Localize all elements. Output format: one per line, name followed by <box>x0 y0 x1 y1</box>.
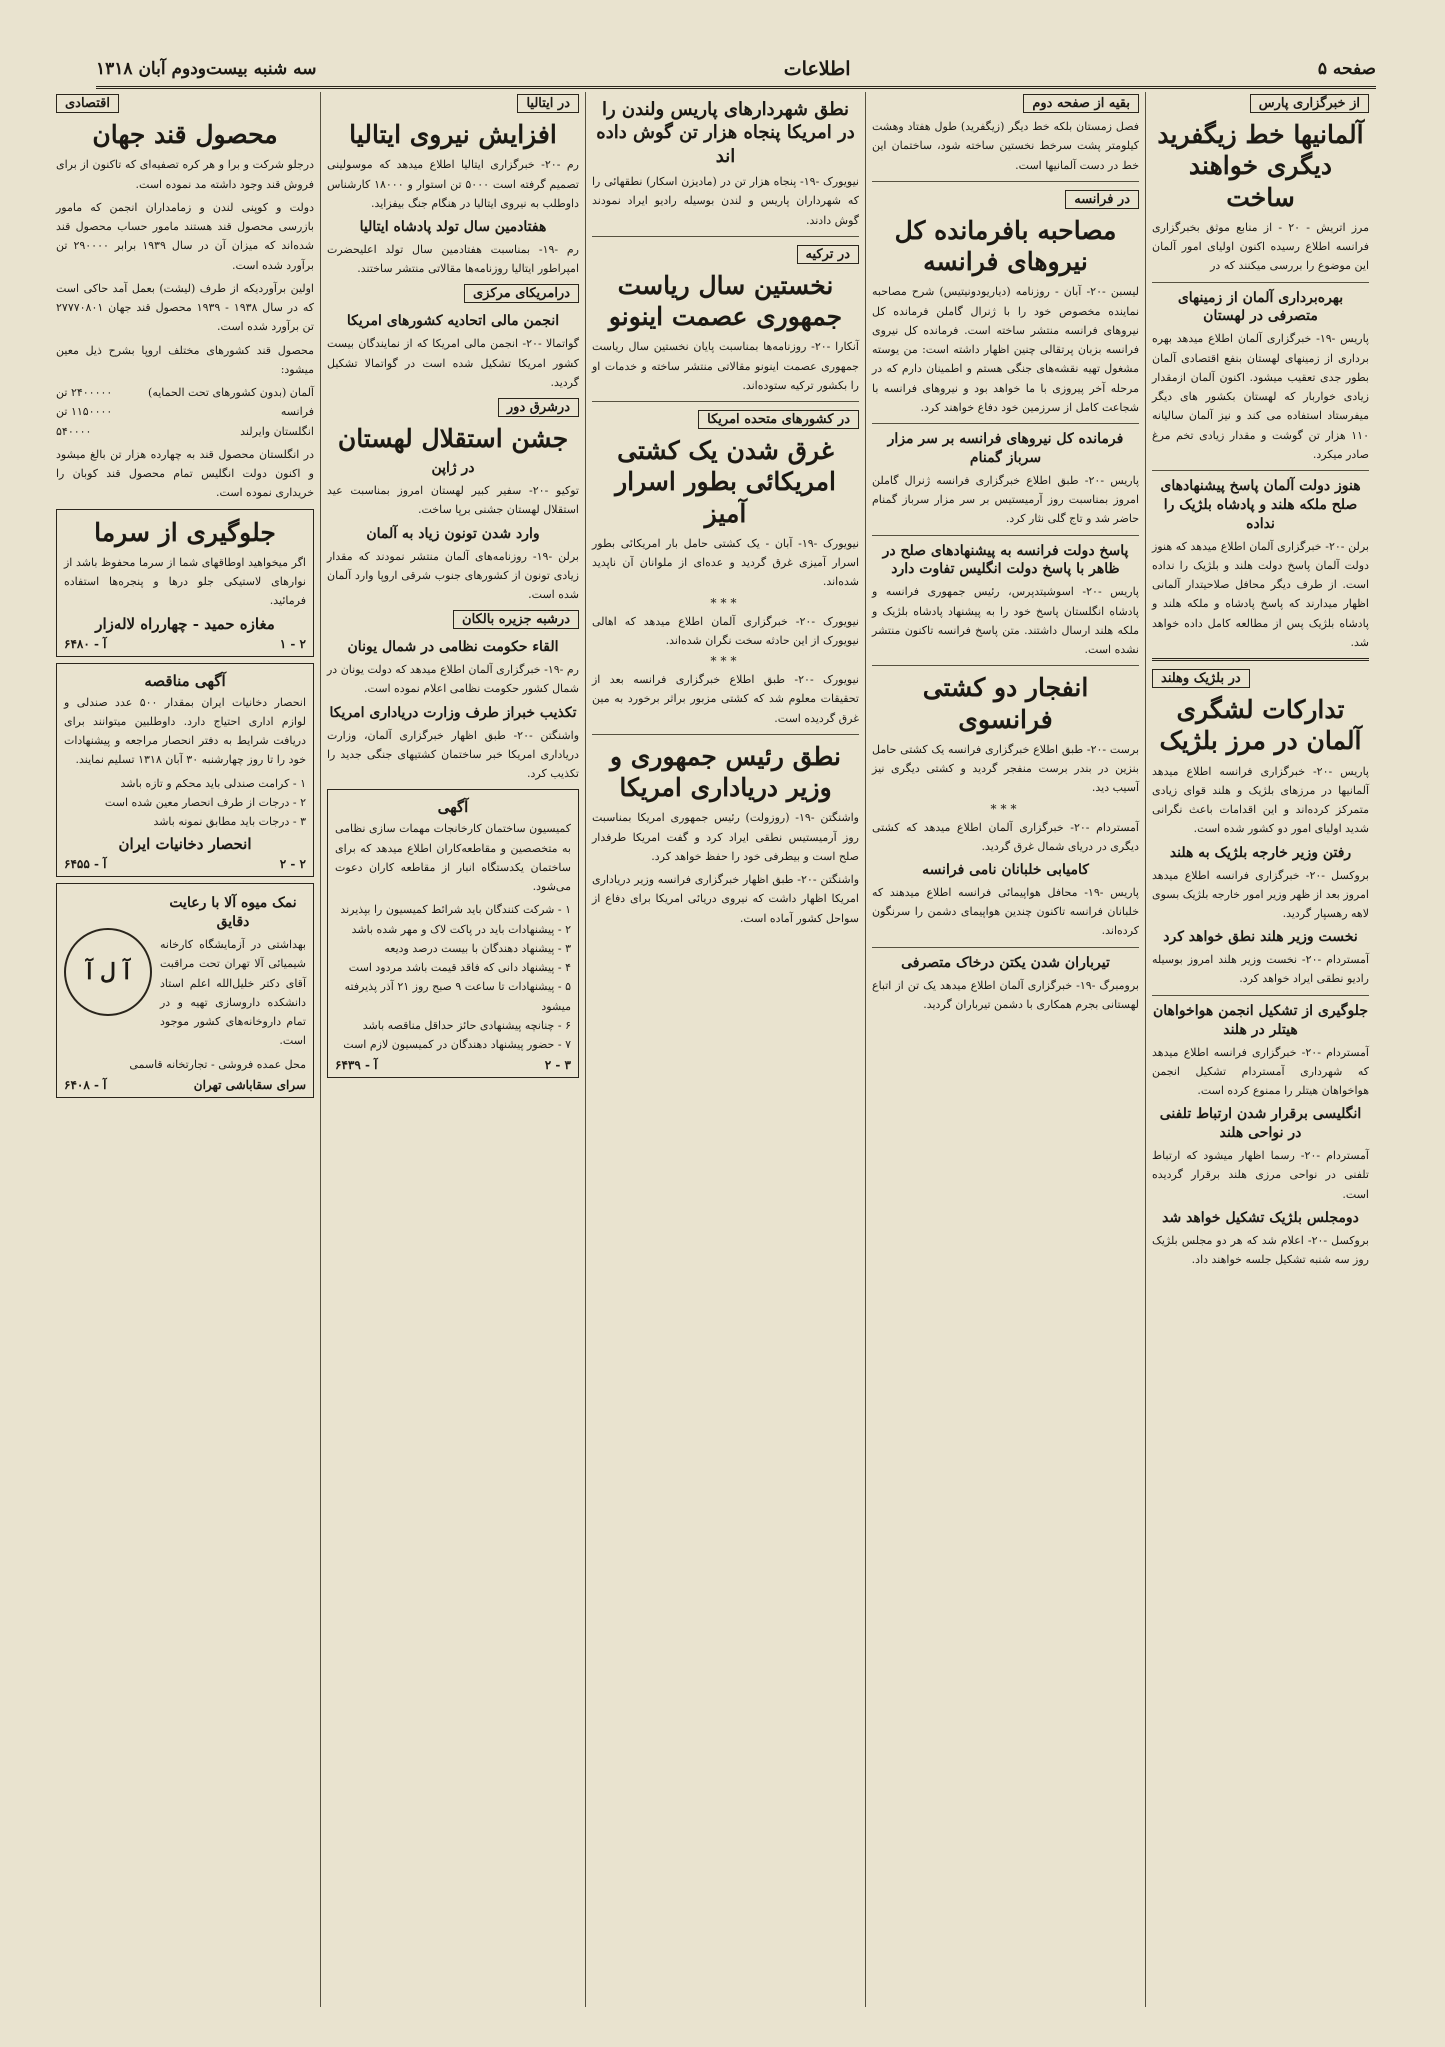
article-body: واشنگتن -۲۰- طبق اظهار خبرگزاری آلمان، وزارت دریاداری امریکا خبر ساختمان کشتیهای جنگی جدید را تکذیب کرد. <box>327 728 580 781</box>
headline: افزایش نیروی ایتالیا <box>349 120 557 149</box>
issue-date: سه شنبه بیست‌ودوم آبان ۱۳۱۸ <box>96 59 317 79</box>
headline: غرق شدن یک کشتی امریکائی بطور اسرار آمیز <box>615 436 836 528</box>
article-body: بروکسل -۲۰- اعلام شد که هر دو مجلس بلژیک روز سه شنبه تشکیل جلسه خواهند داد. <box>1152 1233 1369 1266</box>
ad-footer <box>335 1058 571 1072</box>
separator-stars: *** <box>710 654 741 669</box>
ad-item: ۳ - پیشنهاد دهندگان با بیست درصد ودیعه <box>384 941 571 955</box>
ad-body: اگر میخواهید اوطاقهای شما از سرما محفوظ باشد از نوارهای لاستیکی جلو درها و پنجره‌ها استفاده فرمائید. <box>64 555 306 608</box>
article-body: پاریس -۱۹- خبرگزاری آلمان اطلاع میدهد بهره برداری از زمینهای لهستان بنفع اقتصادی آلمان بطور جدی تعقیب میشود. اکنون آلمان ازمقدار زیادی خواربار که لهستان بکشور های دیگر میفرستاد استفاده می کند و نیز آلمان سالیانه ۱۱۰ هزار تن گوشت و مقدار زیادی تخم مرغ صادر میکرد. <box>1152 332 1369 461</box>
ad-item: ۱ - شرکت کنندگان باید شرائط کمیسیون را بپذیرند <box>340 903 571 917</box>
column-c <box>585 92 865 2007</box>
article-body: نیویورک -۲۰- خبرگزاری آلمان اطلاع میدهد که اهالی نیویورک از این حادثه سخت نگران شده‌اند. <box>592 614 859 647</box>
column-e <box>50 92 320 2007</box>
headline: تکذیب خبراز طرف وزارت دریاداری امریکا <box>329 704 577 721</box>
article-body: درجلو شرکت و برا و هر کره تصفیه‌ای که تاکنون از برای فروش قند وجود داشته مد نموده است. <box>56 158 314 191</box>
ad-title: جلوگیری از سرما <box>94 517 276 547</box>
article-body: رم -۱۹- بمناسبت هفتادمین سال تولد اعلیحضرت امپراطور ایتالیا روزنامه‌ها مقالاتی منتشر ساختند. <box>327 242 579 276</box>
table-intro: محصول قند کشورهای مختلف اروپا بشرح ذیل معین میشود: <box>56 343 314 376</box>
article-body: پاریس -۲۰- اسوشیتدپرس، رئیس جمهوری فرانسه و پادشاه انگلستان پاسخ خود را به پیشنهاد پادشاه بلژیک و ملکه هلند ارسال داشتند. متن پاسخ فرانسه تاکنون منتشر نشده است. <box>872 585 1139 657</box>
sugar-table <box>56 383 314 441</box>
section-kicker: اقتصادی <box>56 94 119 113</box>
article-body: برست -۲۰- طبق اطلاع خبرگزاری فرانسه یک کشتی حامل بنزین در بندر برست منفجر گردید و کشتی دیگری نیز آسیب دید. <box>872 742 1139 795</box>
newspaper-title: اطلاعات <box>783 58 851 80</box>
ad-item: ۵ - پیشنهادات تا ساعت ۹ صبح روز ۲۱ آذر پذیرفته میشود <box>344 980 571 1013</box>
section-kicker: در فرانسه <box>1065 190 1139 209</box>
section-kicker: در ایتالیا <box>517 94 579 113</box>
headline: نخست وزیر هلند نطق خواهد کرد <box>1163 929 1358 946</box>
headline: کامیابی خلبانان نامی فرانسه <box>922 862 1089 879</box>
section-kicker: در ترکیه <box>797 245 859 264</box>
column-b <box>865 92 1145 2007</box>
headline: انجمن مالی اتحادیه کشورهای امریکا <box>346 313 560 330</box>
headline: دومجلس بلژیک تشکیل خواهد شد <box>1162 1209 1359 1226</box>
section-kicker: در کشورهای متحده امریکا <box>698 410 859 429</box>
article-body: آنکارا -۲۰- روزنامه‌ها بمناسبت پایان نخستین سال ریاست جمهوری عصمت اینونو مقالاتی منتشر ساخته و خدمات او را بکشور ترکیه ستوده‌اند. <box>592 340 859 392</box>
article-body: دولت و کوپنی لندن و زمامداران انجمن که مامور بازرسی محصول قند هستند مامور حساب محصول قند شده‌اند که میزان آن در سال ۱۹۳۹ برابر ۲۹۰۰۰۰ تن برآورد شده است. <box>56 200 314 272</box>
headline: آلمانیها خط زیگفرید دیگری خواهند ساخت <box>1157 120 1364 212</box>
headline: تدارکات لشگری آلمان در مرز بلژیک <box>1159 695 1362 756</box>
headline: نطق شهردارهای پاریس ولندن را در امریکا پنجاه هزار تن گوش داده اند <box>596 99 855 167</box>
headline: پاسخ دولت فرانسه به پیشنهادهای صلح در ظاهر با پاسخ دولت انگلیس تفاوت دارد <box>882 542 1129 578</box>
article-body: واشنگتن -۲۰- طبق اظهار خبرگزاری فرانسه وزیر دریاداری امریکا اظهار داشت که نیروی دریائی امریکا برای دفاع از سواحل کشور آماده است. <box>592 873 860 925</box>
headline: فرمانده کل نیروهای فرانسه بر سر مزار سرباز گمنام <box>887 431 1124 466</box>
ad-item: ۷ - حضور پیشنهاد دهندگان در کمیسیون لازم است <box>343 1038 571 1052</box>
article-body: پاریس -۱۹- محافل هواپیمائی فرانسه اطلاع میدهند که خلبانان فرانسه تاکنون چندین هواپیمای دشمن را سرنگون کرده‌اند. <box>872 885 1139 938</box>
ad-item: ۱ - کرامت صندلی باید محکم و تازه باشد <box>120 776 306 790</box>
ad-sellers: محل عمده فروشی - تجارتخانه قاسمی <box>129 1057 306 1071</box>
advertisement <box>327 789 579 1078</box>
section-kicker: درشبه جزیره بالکان <box>453 610 579 629</box>
subheadline: در ژاپن <box>431 460 475 477</box>
ad-shop: مغازه حمید - چهارراه لاله‌زار <box>95 614 275 633</box>
headline: محصول قند جهان <box>92 120 278 149</box>
ad-ref: ۳ - ۲ <box>544 1058 571 1073</box>
ad-items <box>335 900 571 1054</box>
headline: انفجار دو کشتی فرانسوی <box>922 673 1089 734</box>
article-body: مرز اتریش - ۲۰ - از منابع موثق بخبرگزاری فرانسه اطلاع رسیده اکنون اولیای امور آلمان این موضوع را بررسی میکنند که در <box>1152 220 1369 273</box>
headline: نخستین سال ریاست جمهوری عصمت اینونو <box>608 270 843 332</box>
article-body: گواتمالا -۲۰- انجمن مالی امریکا که از نمایندگان بیست کشور امریکا تشکیل شده است در گواتمالا تشکیل گردید. <box>327 337 579 389</box>
headline: جشن استقلال لهستان <box>337 424 569 454</box>
ad-item: ۲ - درجات از طرف انحصار معین شده است <box>104 795 306 809</box>
ad-footer: سرای سقاباشی تهران آ - ۶۴۰۸ <box>64 1077 306 1092</box>
article-body: واشنگتن -۱۹- (روزولت) رئیس جمهوری امریکا بمناسبت روز آرمیستیس نطقی ایراد کرد و گفت امریکا طرفدار صلح است و بیطرفی خود را حفظ خواهد کرد. <box>592 811 859 863</box>
separator-stars: *** <box>990 801 1021 816</box>
article-body: نیویورک -۱۹- پنجاه هزار تن در (مادیزن اسکار) نطقهائی را که شهرداران پاریس و لندن بوسیله رادیو ایراد نمودند گوش دادند. <box>592 175 859 227</box>
headline: نطق رئیس جمهوری و وزیر دریاداری امریکا <box>610 741 841 803</box>
ad-item: ۶ - چنانچه پیشنهادی حائز حداقل مناقصه باشد <box>362 1018 571 1032</box>
advertisement <box>56 509 314 657</box>
headline: جلوگیری از تشکیل انجمن هواخواهان هیتلر در هلند <box>1153 1002 1368 1038</box>
section-kicker: درامریکای مرکزی <box>464 284 579 303</box>
headline: هنوز دولت آلمان پاسخ پیشنهادهای صلح ملکه هلند و پادشاه بلژیک را نداده <box>1160 478 1361 532</box>
ad-ref: آ - ۶۴۳۹ <box>335 1058 378 1073</box>
ad-item: ۴ - پیشنهاد دانی که فاقد قیمت باشد مردود است <box>348 961 571 975</box>
article-body: در انگلستان محصول قند به چهارده هزار تن بالغ میشود و اکنون دولت انگلیس تمام محصول قند کوبان را خریداری نموده است. <box>56 447 314 500</box>
ad-item: ۲ - پیشنهادات باید در پاکت لاک و مهر شده باشد <box>351 922 571 936</box>
column-d <box>320 92 585 2007</box>
masthead <box>96 52 1376 89</box>
ad-title: آگهی مناقصه <box>144 671 226 690</box>
headline: تیرباران شدن یکتن درخاک متصرفی <box>901 954 1110 971</box>
page-number: صفحه ۵ <box>1317 59 1376 79</box>
article-body: نیویورک -۲۰- طبق اطلاع خبرگزاری فرانسه بعد از تحقیقات معلوم شد که کشتی مزبور براثر برخورد به مین غرق گردیده است. <box>592 673 859 725</box>
article-body: آمستردام -۲۰- خبرگزاری فرانسه اطلاع میدهد که شهرداری آمستردام تشکیل انجمن هواخواهان هیتلر را ممنوع کرده است. <box>1152 1045 1369 1098</box>
ad-title: آگهی <box>437 798 469 817</box>
article-body: بروکسل -۲۰- خبرگزاری فرانسه اطلاع میدهد امروز بعد از ظهر وزیر امور خارجه بلژیک بسوی لاهه رهسپار گردید. <box>1152 868 1369 921</box>
article-body: رم -۲۰- خبرگزاری ایتالیا اطلاع میدهد که موسولینی تصمیم گرفته است ۵۰۰۰ تن استوار و ۱۸۰۰۰ کارشناس داوطلب به نیروی ایتالیا در هنگام جنگ بیفزاید. <box>327 158 579 210</box>
table-row: انگلستان وایرلند ۵۴۰۰۰۰ <box>56 424 314 438</box>
ad-body: بهداشتی در آزمایشگاه کارخانه شیمیائی آلا تهران تحت مراقبت آقای دکتر خلیل‌الله اعلم استاد دانشکده داروسازی تهیه و در تمام داروخانه‌های کشور موجود است. <box>160 938 306 1048</box>
headline: هفتادمین سال تولد پادشاه ایتالیا <box>359 219 547 235</box>
ad-signature: انحصار دخانیات ایران <box>118 835 252 854</box>
headline: وارد شدن تونون زیاد به آلمان <box>366 525 540 542</box>
article-body: برلن -۱۹- روزنامه‌های آلمان منتشر نمودند که مقدار زیادی تونون از کشورهای جنوب شرقی اروپا وارد آلمان شده است. <box>327 549 579 602</box>
headline: مصاحبه بافرمانده کل نیروهای فرانسه <box>894 215 1117 276</box>
ad-items <box>64 774 306 832</box>
article-body: اولین برآوردیکه از طرف (لیشت) بعمل آمد حاکی است که در سال ۱۹۳۸ - ۱۹۳۹ محصول قند جهان ۲۷۷۷۰۸۰۱ تن برآورد شده است. <box>56 281 314 334</box>
article-body: توکیو -۲۰- سفیر کبیر لهستان امروز بمناسبت عید استقلال لهستان جشنی برپا ساخت. <box>327 484 579 517</box>
article-body: آمستردام -۲۰- رسما اظهار میشود که ارتباط تلفنی در نواحی مرزی هلند برقرار گردیده است. <box>1152 1149 1369 1201</box>
article-body: آمستردام -۲۰- خبرگزاری آلمان اطلاع میدهد که کشتی دیگری در دریای شمال غرق گردید. <box>872 820 1139 853</box>
ad-footer: ۲ - ۲ آ - ۶۴۵۵ <box>64 857 306 872</box>
ad-body: انحصار دخانیات ایران بمقدار ۵۰۰ عدد صندلی و لوازم اداری احتیاج دارد. داوطلبین میتوانند برای دریافت شرایط به دفتر انحصار مراجعه و پیشنهادات خود را تا روز چهارشنبه ۳۰ آبان ۱۳۱۸ تسلیم نمایند. <box>64 695 306 767</box>
brand-logo: آ ل آ <box>64 928 152 1016</box>
article-body: برومبرگ -۱۹- خبرگزاری آلمان اطلاع میدهد یک تن از اتباع لهستانی بجرم همکاری با دشمن تیرباران گردید. <box>872 978 1139 1011</box>
article-body: لیسبن -۲۰- آبان - روزنامه (دیاریودونیتیس) شرح مصاحبه نماینده مخصوص خود را با ژنرال گاملن فرمانده کل نیروهای فرانسه منتشر ساخته است. فرمانده کل نیروی فرانسه بزبان پرتقالی چنین اظهار داشته است: من یوسته مشغول تهیه نقشه‌های جنگی هستم و اطمینان دارم که در مرحله آخر پیروزی با ما خواهد بود و نیروهای فرانسه با شجاعت کامل از سرزمین خود دفاع خواهند کرد. <box>872 285 1140 414</box>
table-row: آلمان (بدون کشورهای تحت الحمایه) ۲۴۰۰۰۰۰ تن <box>56 386 314 399</box>
advertisement <box>56 883 314 1098</box>
separator-stars: *** <box>710 595 741 610</box>
section-kicker: درشرق دور <box>498 398 579 417</box>
section-kicker: در بلژیک وهلند <box>1152 669 1250 688</box>
article-body: رم -۱۹- خبرگزاری آلمان اطلاع میدهد که دولت یونان در شمال کشور حکومت نظامی اعلام نموده است. <box>327 663 579 696</box>
section-kicker: از خبرگزاری پارس <box>1250 94 1369 113</box>
article-body: فصل زمستان بلکه خط دیگر (زیگفرید) طول هفتاد وهشت کیلومتر پشت سرخط نخستین ساخته شود، ساختمان این خط در دست آلمانیها است. <box>872 120 1139 172</box>
advertisement <box>56 663 314 878</box>
article-body: پاریس -۲۰- طبق اطلاع خبرگزاری فرانسه ژنرال گاملن امروز بمناسبت روز آرمیستیس بر سر مزار سرباز گمنام حاضر شد و تاج گلی نثار کرد. <box>872 473 1139 526</box>
headline: انگلیسی برقرار شدن ارتباط تلفنی در نواحی هلند <box>1159 1106 1362 1142</box>
ad-item: ۳ - درجات باید مطابق نمونه باشد <box>153 815 306 828</box>
headline: رفتن وزیر خارجه بلژیک به هلند <box>1169 844 1352 861</box>
ad-body: کمیسیون ساختمان کارخانجات مهمات سازی نظامی به متخصصین و مقاطعه‌کاران اطلاع میدهد که برای ساختمان یکدستگاه انبار از مقاطعه کاران دعوت می‌شود. <box>335 822 571 894</box>
column-a <box>1145 92 1375 2007</box>
table-row: فرانسه ۱۱۵۰۰۰۰ تن <box>56 405 314 419</box>
section-kicker: بقیه از صفحه دوم <box>1023 94 1139 113</box>
article-body: نیویورک -۱۹- آبان - یک کشتی حامل بار امریکائی بطور اسرار آمیزی غرق گردید و عده‌ای از ملوانان آن ناپدید شده‌اند. <box>592 536 860 589</box>
ad-title: نمک میوه آلا با رعایت دقایق <box>169 895 297 931</box>
headline: بهره‌برداری آلمان از زمینهای متصرفی در لهستان <box>1177 289 1344 325</box>
article-body: آمستردام -۲۰- نخست وزیر هلند امروز بوسیله رادیو نطقی ایراد خواهد کرد. <box>1152 953 1369 986</box>
ad-footer: ۲ - ۱ آ - ۶۴۸۰ <box>64 636 306 651</box>
article-body: برلن -۲۰- خبرگزاری آلمان اطلاع میدهد که هنوز دولت آلمان پاسخ دولت هلند و بلژیک را نداده است. از طرف دیگر محافل صلاحیتدار آلمانی اظهار میدارند که پاسخ پادشاه و ملکه هلند و پادشاه بلژیک پس از مطالعه کامل داده خواهد شد. <box>1152 539 1369 649</box>
headline: القاء حکومت نظامی در شمال یونان <box>347 639 559 656</box>
article-body: پاریس -۲۰- خبرگزاری فرانسه اطلاع میدهد آلمانیها در مرزهای بلژیک و هلند قوای زیادی متمرکز کرده‌اند و این اقدامات باعث نگرانی شدید اولیای امور دو کشور شده است. <box>1152 764 1369 836</box>
